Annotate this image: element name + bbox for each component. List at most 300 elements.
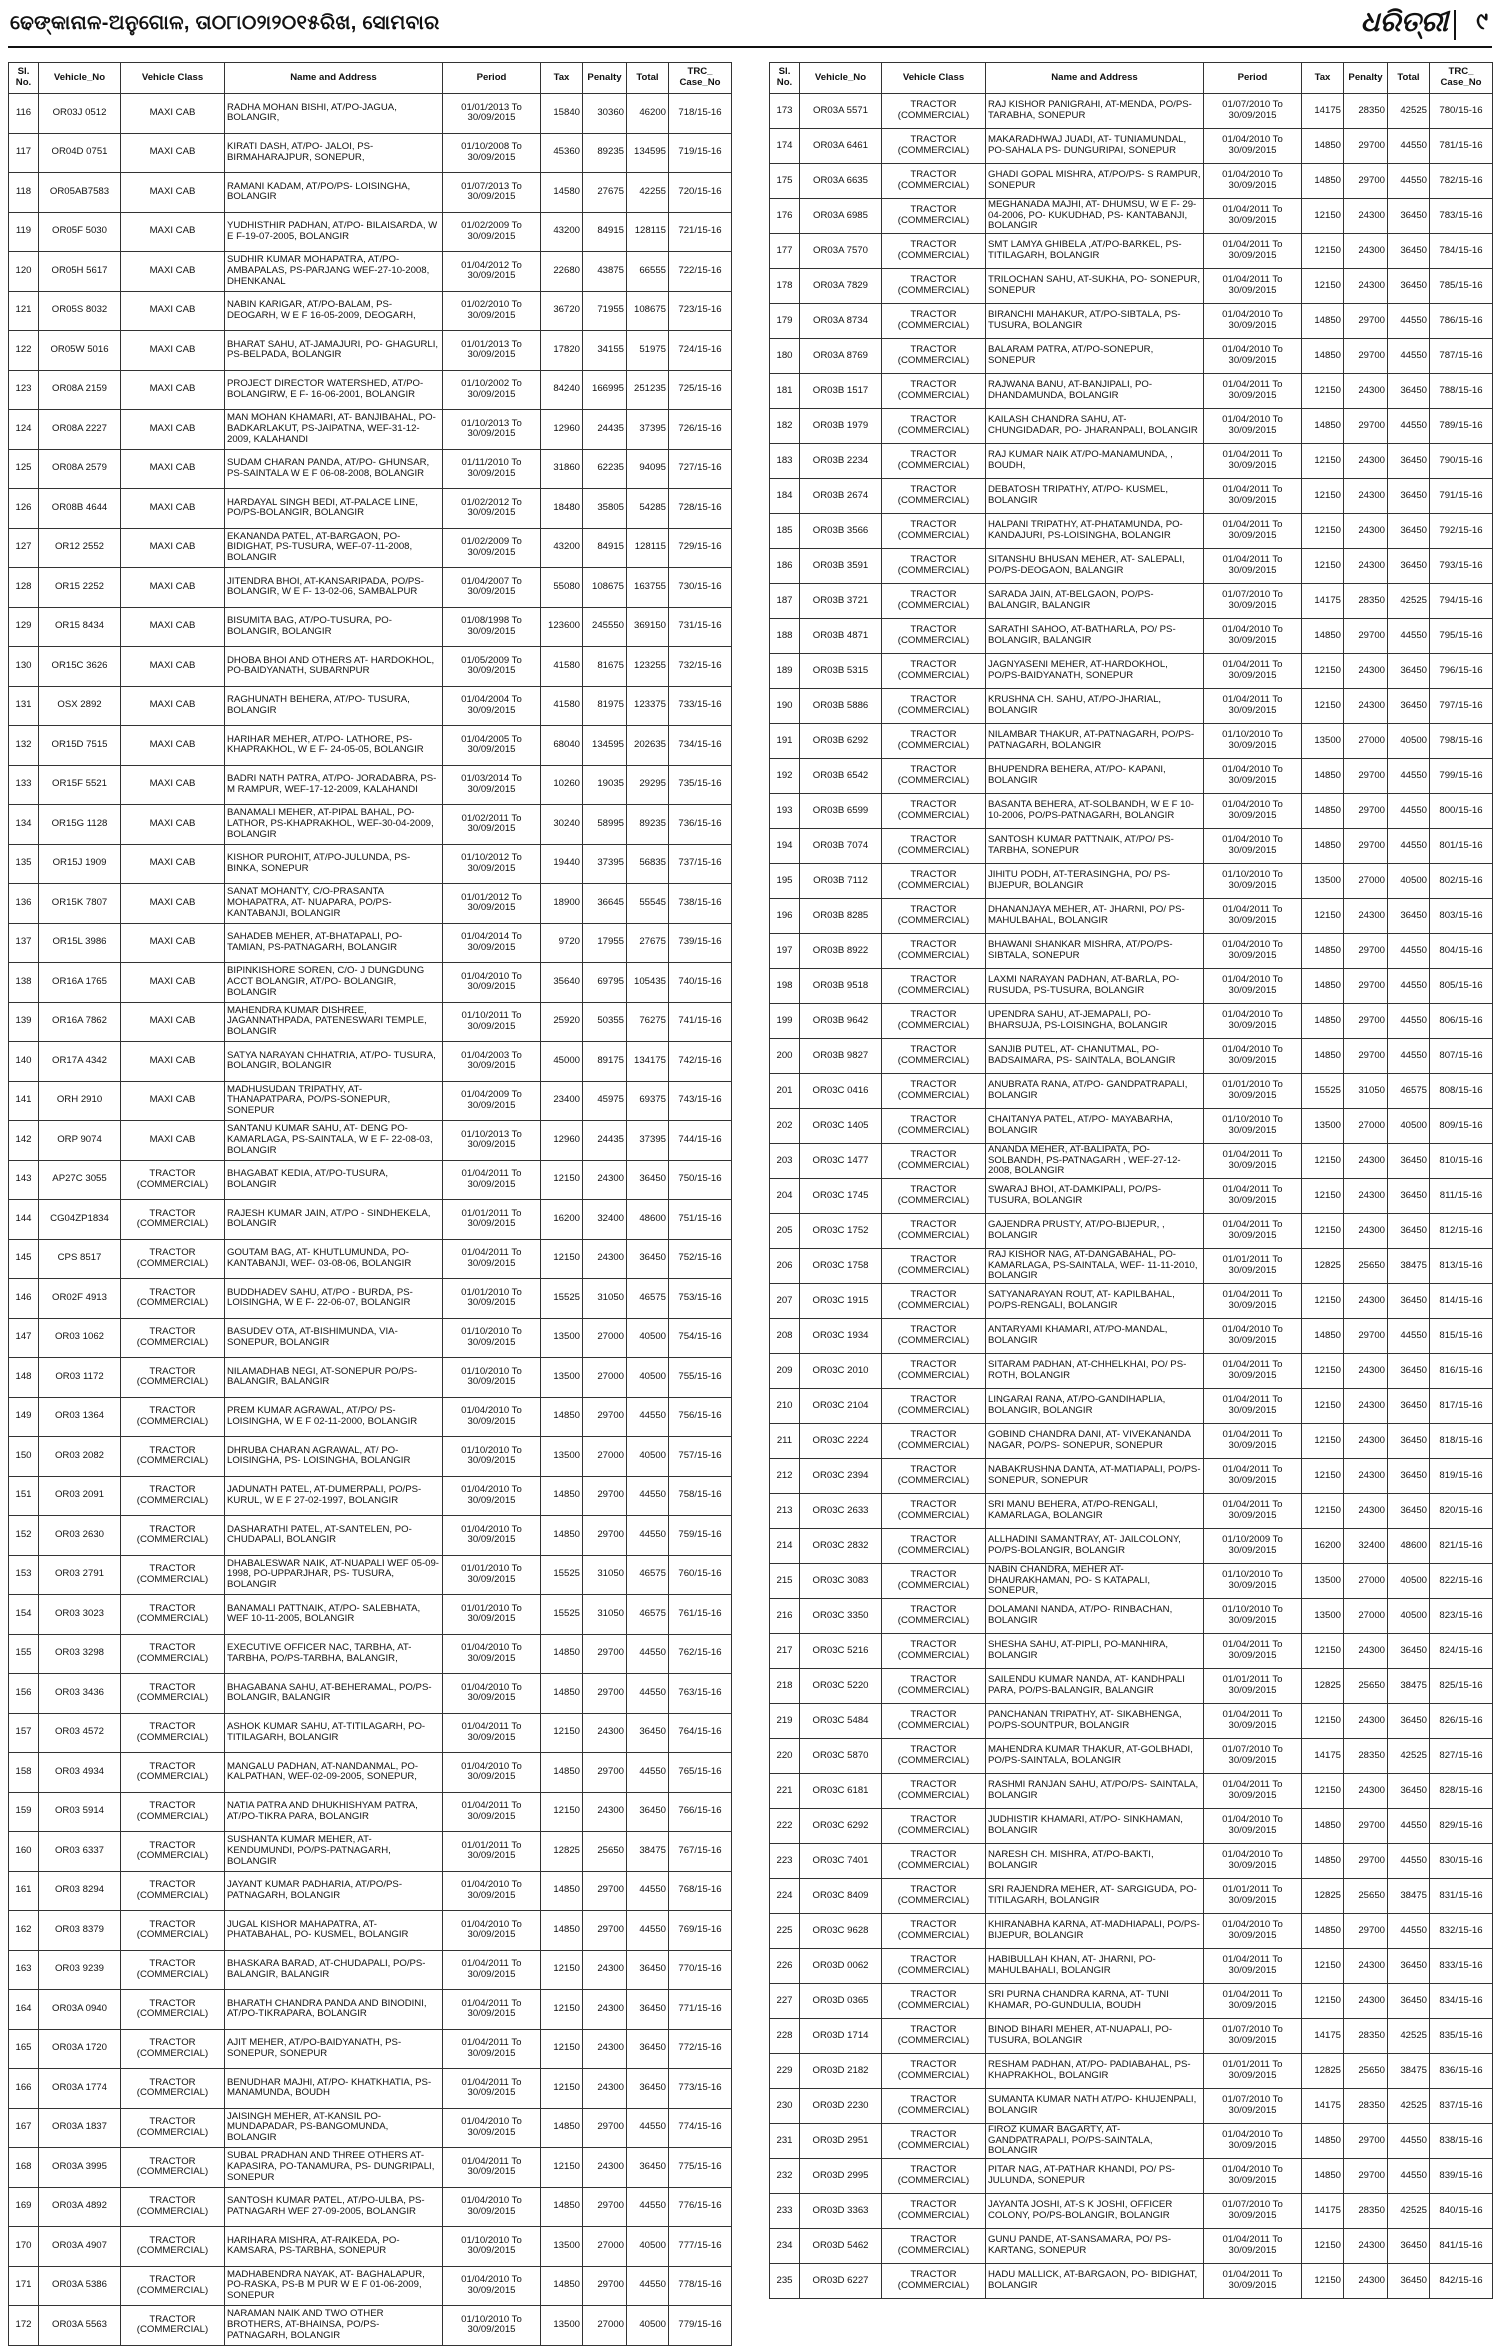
- cell-period: 01/04/2011 To 30/09/2015: [443, 1713, 541, 1753]
- cell-total: 66555: [627, 252, 669, 292]
- table-row: [9, 726, 732, 766]
- cell-name-address: SUBAL PRADHAN AND THREE OTHERS AT-KAPASIRA, PO-TANAMURA, PS- DUNGRIPALI, SONEPUR: [225, 2148, 443, 2188]
- cell-total: 38475: [1388, 2054, 1430, 2089]
- cell-tax: 43200: [541, 528, 583, 568]
- cell-trc-case-no: 750/15-16: [669, 1160, 732, 1200]
- cell-period: 01/01/2011 To 30/09/2015: [1204, 1669, 1302, 1704]
- cell-vehicle-no: CG04ZP1834: [39, 1200, 121, 1240]
- cell-sl-no: 116: [9, 94, 39, 134]
- cell-vehicle-class: TRACTOR (COMMERCIAL): [882, 584, 986, 619]
- cell-tax: 14850: [1302, 619, 1344, 654]
- cell-name-address: SATYANARAYAN ROUT, AT- KAPILBAHAL, PO/PS-RENGALI, BOLANGIR: [986, 1284, 1204, 1319]
- cell-sl-no: 170: [9, 2227, 39, 2267]
- cell-vehicle-no: OR03C 5484: [800, 1704, 882, 1739]
- cell-total: 251235: [627, 370, 669, 410]
- table-row: [9, 1121, 732, 1161]
- cell-name-address: NABIN KARIGAR, AT/PO-BALAM, PS-DEOGARH, W E F 16-05-2009, DEOGARH,: [225, 291, 443, 331]
- col-vehicle-class: Vehicle Class: [882, 63, 986, 94]
- cell-sl-no: 152: [9, 1516, 39, 1556]
- cell-penalty: 24300: [1344, 549, 1388, 584]
- cell-vehicle-class: TRACTOR (COMMERCIAL): [121, 1713, 225, 1753]
- cell-period: 01/04/2011 To 30/09/2015: [1204, 1774, 1302, 1809]
- cell-trc-case-no: 754/15-16: [669, 1318, 732, 1358]
- cell-tax: 14850: [541, 1911, 583, 1951]
- cell-period: 01/04/2011 To 30/09/2015: [443, 1160, 541, 1200]
- cell-period: 01/04/2010 To 30/09/2015: [1204, 619, 1302, 654]
- col-sl-no: Sl. No.: [9, 63, 39, 94]
- cell-sl-no: 142: [9, 1121, 39, 1161]
- cell-tax: 12150: [541, 1990, 583, 2030]
- table-row: [9, 1634, 732, 1674]
- cell-total: 44550: [627, 1753, 669, 1793]
- cell-vehicle-no: OR03 9239: [39, 1950, 121, 1990]
- cell-name-address: BIRANCHI MAHAKUR, AT/PO-SIBTALA, PS-TUSURA, BOLANGIR: [986, 304, 1204, 339]
- table-row: [9, 1002, 732, 1042]
- cell-name-address: HABIBULLAH KHAN, AT- JHARNI, PO- MAHULBAHALI, BOLANGIR: [986, 1949, 1204, 1984]
- cell-trc-case-no: 752/15-16: [669, 1239, 732, 1279]
- table-row: [9, 844, 732, 884]
- cell-name-address: BUDDHADEV SAHU, AT/PO - BURDA, PS- LOISINGHA, W E F- 22-06-07, BOLANGIR: [225, 1279, 443, 1319]
- cell-sl-no: 232: [770, 2159, 800, 2194]
- cell-trc-case-no: 788/15-16: [1430, 374, 1493, 409]
- cell-vehicle-class: TRACTOR (COMMERCIAL): [882, 1844, 986, 1879]
- cell-vehicle-class: TRACTOR (COMMERCIAL): [121, 1318, 225, 1358]
- cell-trc-case-no: 726/15-16: [669, 410, 732, 450]
- cell-total: 38475: [1388, 1669, 1430, 1704]
- cell-name-address: PROJECT DIRECTOR WATERSHED, AT/PO- BOLANGIRW, E F- 16-06-2001, BOLANGIR: [225, 370, 443, 410]
- cell-trc-case-no: 797/15-16: [1430, 689, 1493, 724]
- cell-total: 134175: [627, 1042, 669, 1082]
- cell-vehicle-no: OR03B 9827: [800, 1039, 882, 1074]
- cell-vehicle-class: TRACTOR (COMMERCIAL): [882, 2124, 986, 2159]
- table-row: [770, 1004, 1493, 1039]
- table-row: [770, 199, 1493, 234]
- cell-period: 01/04/2011 To 30/09/2015: [1204, 1984, 1302, 2019]
- cell-trc-case-no: 733/15-16: [669, 686, 732, 726]
- cell-name-address: DOLAMANI NANDA, AT/PO- RINBACHAN, BOLANGIR: [986, 1599, 1204, 1634]
- cell-sl-no: 230: [770, 2089, 800, 2124]
- left-column: [8, 62, 731, 2346]
- cell-period: 01/04/2010 To 30/09/2015: [443, 2187, 541, 2227]
- cell-period: 01/04/2011 To 30/09/2015: [443, 1792, 541, 1832]
- cell-vehicle-class: TRACTOR (COMMERCIAL): [882, 339, 986, 374]
- cell-name-address: MADHUSUDAN TRIPATHY, AT- THANAPATPARA, PO/PS-SONEPUR, SONEPUR: [225, 1081, 443, 1121]
- cell-sl-no: 126: [9, 489, 39, 529]
- cell-sl-no: 186: [770, 549, 800, 584]
- cell-name-address: BHARATH CHANDRA PANDA AND BINODINI, AT/PO-TIKRAPARA, BOLANGIR: [225, 1990, 443, 2030]
- cell-vehicle-no: OR03A 5571: [800, 94, 882, 129]
- table-row: [770, 1564, 1493, 1599]
- cell-vehicle-class: TRACTOR (COMMERCIAL): [121, 1674, 225, 1714]
- cell-vehicle-class: TRACTOR (COMMERCIAL): [882, 654, 986, 689]
- cell-period: 01/04/2010 To 30/09/2015: [1204, 1039, 1302, 1074]
- cell-sl-no: 198: [770, 969, 800, 1004]
- cell-sl-no: 211: [770, 1424, 800, 1459]
- cell-vehicle-class: TRACTOR (COMMERCIAL): [882, 1634, 986, 1669]
- cell-penalty: 29700: [1344, 2159, 1388, 2194]
- cell-vehicle-class: TRACTOR (COMMERCIAL): [882, 549, 986, 584]
- cell-tax: 12150: [1302, 1774, 1344, 1809]
- cell-vehicle-no: OR03J 0512: [39, 94, 121, 134]
- cell-penalty: 27000: [1344, 864, 1388, 899]
- cell-tax: 14850: [1302, 1039, 1344, 1074]
- cell-name-address: AJIT MEHER, AT/PO-BAIDYANATH, PS- SONEPUR, SONEPUR: [225, 2029, 443, 2069]
- cell-total: 134595: [627, 133, 669, 173]
- cell-vehicle-class: TRACTOR (COMMERCIAL): [121, 2069, 225, 2109]
- cell-penalty: 29700: [1344, 409, 1388, 444]
- cell-sl-no: 174: [770, 129, 800, 164]
- col-vehicle-class: Vehicle Class: [121, 63, 225, 94]
- cell-vehicle-class: TRACTOR (COMMERCIAL): [121, 2148, 225, 2188]
- cell-name-address: RAJESH KUMAR JAIN, AT/PO - SINDHEKELA, BOLANGIR: [225, 1200, 443, 1240]
- cell-name-address: BHAWANI SHANKAR MISHRA, AT/PO/PS- SIBTALA, SONEPUR: [986, 934, 1204, 969]
- cell-sl-no: 171: [9, 2266, 39, 2306]
- cell-sl-no: 117: [9, 133, 39, 173]
- cell-sl-no: 172: [9, 2306, 39, 2346]
- cell-vehicle-no: OR15D 7515: [39, 726, 121, 766]
- cell-total: 55545: [627, 884, 669, 924]
- cell-sl-no: 180: [770, 339, 800, 374]
- cell-vehicle-class: MAXI CAB: [121, 252, 225, 292]
- cell-period: 01/04/2011 To 30/09/2015: [1204, 479, 1302, 514]
- cell-total: 44550: [627, 2187, 669, 2227]
- cell-penalty: 24300: [1344, 234, 1388, 269]
- cell-tax: 12150: [1302, 1984, 1344, 2019]
- cell-penalty: 27000: [583, 1318, 627, 1358]
- cell-penalty: 27000: [1344, 1109, 1388, 1144]
- cell-vehicle-class: TRACTOR (COMMERCIAL): [121, 1476, 225, 1516]
- cell-vehicle-class: TRACTOR (COMMERCIAL): [882, 1249, 986, 1284]
- cell-vehicle-no: OR03C 5220: [800, 1669, 882, 1704]
- cell-tax: 12825: [1302, 1879, 1344, 1914]
- notice-table-right: [769, 62, 1493, 2299]
- cell-sl-no: 130: [9, 647, 39, 687]
- cell-penalty: 27000: [583, 2306, 627, 2346]
- cell-total: 36450: [1388, 689, 1430, 724]
- table-row: [9, 568, 732, 608]
- cell-name-address: TRILOCHAN SAHU, AT-SUKHA, PO- SONEPUR, SONEPUR: [986, 269, 1204, 304]
- table-row: [9, 1239, 732, 1279]
- cell-vehicle-no: OR05H 5617: [39, 252, 121, 292]
- cell-tax: 12150: [1302, 1704, 1344, 1739]
- cell-tax: 14850: [541, 1476, 583, 1516]
- cell-name-address: SRI MANU BEHERA, AT/PO-RENGALI, KAMARLAGA, BOLANGIR: [986, 1494, 1204, 1529]
- cell-trc-case-no: 757/15-16: [669, 1437, 732, 1477]
- cell-total: 44550: [627, 1911, 669, 1951]
- cell-period: 01/04/2012 To 30/09/2015: [443, 252, 541, 292]
- cell-total: 46575: [627, 1595, 669, 1635]
- cell-penalty: 25650: [1344, 2054, 1388, 2089]
- cell-total: 44550: [1388, 304, 1430, 339]
- cell-tax: 15840: [541, 94, 583, 134]
- cell-period: 01/03/2014 To 30/09/2015: [443, 765, 541, 805]
- cell-tax: 14175: [1302, 1739, 1344, 1774]
- cell-vehicle-no: OR03C 9628: [800, 1914, 882, 1949]
- cell-period: 01/04/2011 To 30/09/2015: [1204, 1494, 1302, 1529]
- cell-tax: 12150: [1302, 1494, 1344, 1529]
- cell-trc-case-no: 723/15-16: [669, 291, 732, 331]
- cell-vehicle-no: OR03 5914: [39, 1792, 121, 1832]
- cell-vehicle-class: TRACTOR (COMMERCIAL): [882, 1914, 986, 1949]
- cell-vehicle-class: TRACTOR (COMMERCIAL): [882, 1389, 986, 1424]
- cell-vehicle-no: OR03 3436: [39, 1674, 121, 1714]
- cell-trc-case-no: 736/15-16: [669, 805, 732, 845]
- cell-penalty: 108675: [583, 568, 627, 608]
- cell-sl-no: 149: [9, 1397, 39, 1437]
- cell-name-address: HALPANI TRIPATHY, AT-PHATAMUNDA, PO-KANDAJURI, PS-LOISINGHA, BOLANGIR: [986, 514, 1204, 549]
- cell-vehicle-class: TRACTOR (COMMERCIAL): [121, 1832, 225, 1872]
- cell-period: 01/04/2011 To 30/09/2015: [1204, 234, 1302, 269]
- cell-trc-case-no: 796/15-16: [1430, 654, 1493, 689]
- cell-penalty: 81975: [583, 686, 627, 726]
- cell-period: 01/10/2002 To 30/09/2015: [443, 370, 541, 410]
- cell-total: 36450: [627, 1950, 669, 1990]
- cell-total: 38475: [627, 1832, 669, 1872]
- cell-sl-no: 195: [770, 864, 800, 899]
- cell-penalty: 29700: [1344, 619, 1388, 654]
- cell-period: 01/04/2007 To 30/09/2015: [443, 568, 541, 608]
- cell-vehicle-no: OR03A 1774: [39, 2069, 121, 2109]
- cell-vehicle-class: TRACTOR (COMMERCIAL): [121, 1358, 225, 1398]
- cell-sl-no: 141: [9, 1081, 39, 1121]
- cell-vehicle-class: TRACTOR (COMMERCIAL): [882, 479, 986, 514]
- cell-total: 123375: [627, 686, 669, 726]
- cell-penalty: 29700: [583, 1476, 627, 1516]
- cell-sl-no: 182: [770, 409, 800, 444]
- cell-total: 36450: [1388, 549, 1430, 584]
- cell-period: 01/04/2010 To 30/09/2015: [1204, 969, 1302, 1004]
- cell-sl-no: 167: [9, 2108, 39, 2148]
- cell-penalty: 29700: [583, 1753, 627, 1793]
- cell-name-address: HARDAYAL SINGH BEDI, AT-PALACE LINE, PO/PS-BOLANGIR, BOLANGIR: [225, 489, 443, 529]
- cell-sl-no: 188: [770, 619, 800, 654]
- cell-name-address: MANGALU PADHAN, AT-NANDANMAL, PO-KALPATHAN, WEF-02-09-2005, SONEPUR,: [225, 1753, 443, 1793]
- cell-total: 36450: [627, 1990, 669, 2030]
- table-row: [770, 304, 1493, 339]
- cell-name-address: SARADA JAIN, AT-BELGAON, PO/PS- BALANGIR, BALANGIR: [986, 584, 1204, 619]
- cell-sl-no: 145: [9, 1239, 39, 1279]
- cell-tax: 12150: [1302, 479, 1344, 514]
- cell-vehicle-no: OR03A 3995: [39, 2148, 121, 2188]
- table-row: [770, 164, 1493, 199]
- table-row: [770, 1074, 1493, 1109]
- cell-vehicle-class: TRACTOR (COMMERCIAL): [882, 2019, 986, 2054]
- cell-name-address: BADRI NATH PATRA, AT/PO- JORADABRA, PS-M RAMPUR, WEF-17-12-2009, KALAHANDI: [225, 765, 443, 805]
- cell-sl-no: 220: [770, 1739, 800, 1774]
- table-row: [9, 2266, 732, 2306]
- cell-period: 01/04/2010 To 30/09/2015: [443, 1753, 541, 1793]
- cell-vehicle-no: OR08A 2579: [39, 449, 121, 489]
- cell-vehicle-no: ORP 9074: [39, 1121, 121, 1161]
- cell-penalty: 29700: [583, 2187, 627, 2227]
- cell-name-address: SANTOSH KUMAR PATTNAIK, AT/PO/ PS-TARBHA, SONEPUR: [986, 829, 1204, 864]
- cell-penalty: 30360: [583, 94, 627, 134]
- cell-period: 01/01/2013 To 30/09/2015: [443, 331, 541, 371]
- cell-period: 01/04/2011 To 30/09/2015: [1204, 374, 1302, 409]
- cell-vehicle-class: TRACTOR (COMMERCIAL): [882, 2089, 986, 2124]
- table-row: [770, 339, 1493, 374]
- cell-vehicle-class: TRACTOR (COMMERCIAL): [882, 724, 986, 759]
- cell-trc-case-no: 728/15-16: [669, 489, 732, 529]
- cell-penalty: 29700: [583, 2108, 627, 2148]
- cell-trc-case-no: 842/15-16: [1430, 2264, 1493, 2299]
- cell-name-address: DHRUBA CHARAN AGRAWAL, AT/ PO-LOISINGHA, PS- LOISINGHA, BOLANGIR: [225, 1437, 443, 1477]
- cell-sl-no: 197: [770, 934, 800, 969]
- cell-penalty: 29700: [1344, 129, 1388, 164]
- cell-period: 01/04/2011 To 30/09/2015: [1204, 2229, 1302, 2264]
- cell-trc-case-no: 773/15-16: [669, 2069, 732, 2109]
- cell-total: 36450: [627, 2148, 669, 2188]
- cell-trc-case-no: 790/15-16: [1430, 444, 1493, 479]
- cell-vehicle-no: OR03D 1714: [800, 2019, 882, 2054]
- cell-tax: 35640: [541, 963, 583, 1003]
- cell-trc-case-no: 836/15-16: [1430, 2054, 1493, 2089]
- cell-period: 01/07/2010 To 30/09/2015: [1204, 94, 1302, 129]
- cell-vehicle-class: TRACTOR (COMMERCIAL): [882, 1109, 986, 1144]
- cell-trc-case-no: 791/15-16: [1430, 479, 1493, 514]
- cell-period: 01/02/2009 To 30/09/2015: [443, 528, 541, 568]
- cell-vehicle-no: OR03D 5462: [800, 2229, 882, 2264]
- cell-trc-case-no: 718/15-16: [669, 94, 732, 134]
- cell-vehicle-no: OR16A 1765: [39, 963, 121, 1003]
- table-row: [9, 410, 732, 450]
- table-row: [770, 1144, 1493, 1179]
- cell-vehicle-no: OR03D 0062: [800, 1949, 882, 1984]
- cell-vehicle-class: TRACTOR (COMMERCIAL): [882, 2229, 986, 2264]
- table-row: [9, 370, 732, 410]
- cell-name-address: KISHOR PUROHIT, AT/PO-JULUNDA, PS-BINKA, SONEPUR: [225, 844, 443, 884]
- cell-name-address: BIPINKISHORE SOREN, C/O- J DUNGDUNG ACCT BOLANGIR, AT/PO- BOLANGIR, BOLANGIR: [225, 963, 443, 1003]
- col-name-address: Name and Address: [225, 63, 443, 94]
- cell-vehicle-no: OR03A 1837: [39, 2108, 121, 2148]
- cell-penalty: 24300: [1344, 1459, 1388, 1494]
- cell-tax: 13500: [541, 2306, 583, 2346]
- col-total: Total: [627, 63, 669, 94]
- cell-vehicle-class: TRACTOR (COMMERCIAL): [882, 2159, 986, 2194]
- cell-total: 44550: [627, 1397, 669, 1437]
- cell-tax: 12150: [1302, 2264, 1344, 2299]
- cell-tax: 43200: [541, 212, 583, 252]
- table-row: [770, 1774, 1493, 1809]
- cell-penalty: 24300: [1344, 1984, 1388, 2019]
- table-row: [770, 1949, 1493, 1984]
- cell-vehicle-no: OR12 2552: [39, 528, 121, 568]
- table-row: [9, 528, 732, 568]
- cell-period: 01/04/2011 To 30/09/2015: [443, 2029, 541, 2069]
- cell-penalty: 24300: [1344, 269, 1388, 304]
- cell-tax: 12150: [1302, 374, 1344, 409]
- cell-period: 01/04/2010 To 30/09/2015: [1204, 1809, 1302, 1844]
- cell-sl-no: 178: [770, 269, 800, 304]
- cell-tax: 14175: [1302, 2019, 1344, 2054]
- cell-trc-case-no: 743/15-16: [669, 1081, 732, 1121]
- cell-penalty: 24300: [1344, 1389, 1388, 1424]
- cell-vehicle-class: TRACTOR (COMMERCIAL): [121, 2227, 225, 2267]
- cell-period: 01/10/2010 To 30/09/2015: [443, 1437, 541, 1477]
- cell-sl-no: 212: [770, 1459, 800, 1494]
- cell-name-address: RAMANI KADAM, AT/PO/PS- LOISINGHA, BOLANGIR: [225, 173, 443, 213]
- cell-tax: 14850: [1302, 969, 1344, 1004]
- table-row: [9, 647, 732, 687]
- cell-trc-case-no: 764/15-16: [669, 1713, 732, 1753]
- cell-total: 69375: [627, 1081, 669, 1121]
- table-row: [770, 689, 1493, 724]
- cell-tax: 18480: [541, 489, 583, 529]
- cell-period: 01/04/2010 To 30/09/2015: [443, 2266, 541, 2306]
- cell-total: 44550: [627, 1516, 669, 1556]
- cell-vehicle-no: OR03B 2234: [800, 444, 882, 479]
- cell-name-address: SANAT MOHANTY, C/O-PRASANTA MOHAPATRA, AT- NUAPARA, PO/PS- KANTABANJI, BOLANGIR: [225, 884, 443, 924]
- cell-total: 36450: [1388, 269, 1430, 304]
- cell-name-address: SITANSHU BHUSAN MEHER, AT- SALEPALI, PO/PS-DEOGAON, BALANGIR: [986, 549, 1204, 584]
- cell-sl-no: 169: [9, 2187, 39, 2227]
- cell-period: 01/04/2009 To 30/09/2015: [443, 1081, 541, 1121]
- table-row: [770, 2194, 1493, 2229]
- cell-vehicle-no: OR15K 7807: [39, 884, 121, 924]
- table-row: [9, 805, 732, 845]
- cell-vehicle-class: TRACTOR (COMMERCIAL): [882, 1424, 986, 1459]
- cell-total: 42525: [1388, 1739, 1430, 1774]
- table-row: [770, 969, 1493, 1004]
- table-row: [9, 1042, 732, 1082]
- cell-trc-case-no: 832/15-16: [1430, 1914, 1493, 1949]
- cell-period: 01/04/2010 To 30/09/2015: [1204, 1004, 1302, 1039]
- cell-period: 01/01/2010 To 30/09/2015: [443, 1555, 541, 1595]
- cell-tax: 45000: [541, 1042, 583, 1082]
- cell-name-address: YUDHISTHIR PADHAN, AT/PO- BILAISARDA, W E F-19-07-2005, BOLANGIR: [225, 212, 443, 252]
- cell-penalty: 17955: [583, 923, 627, 963]
- cell-sl-no: 144: [9, 1200, 39, 1240]
- cell-vehicle-class: TRACTOR (COMMERCIAL): [121, 1437, 225, 1477]
- cell-period: 01/04/2011 To 30/09/2015: [1204, 1459, 1302, 1494]
- cell-period: 01/04/2014 To 30/09/2015: [443, 923, 541, 963]
- cell-period: 01/04/2011 To 30/09/2015: [443, 2148, 541, 2188]
- cell-vehicle-no: OR16A 7862: [39, 1002, 121, 1042]
- cell-trc-case-no: 840/15-16: [1430, 2194, 1493, 2229]
- cell-total: 54285: [627, 489, 669, 529]
- cell-name-address: JAYANTA JOSHI, AT-S K JOSHI, OFFICER COLONY, PO/PS-BOLANGIR, BOLANGIR: [986, 2194, 1204, 2229]
- cell-sl-no: 192: [770, 759, 800, 794]
- cell-sl-no: 159: [9, 1792, 39, 1832]
- cell-period: 01/10/2010 To 30/09/2015: [1204, 724, 1302, 759]
- cell-trc-case-no: 814/15-16: [1430, 1284, 1493, 1319]
- cell-penalty: 24300: [1344, 1634, 1388, 1669]
- cell-vehicle-class: TRACTOR (COMMERCIAL): [121, 1990, 225, 2030]
- cell-vehicle-no: OR03A 6985: [800, 199, 882, 234]
- cell-name-address: HADU MALLICK, AT-BARGAON, PO- BIDIGHAT, BOLANGIR: [986, 2264, 1204, 2299]
- cell-total: 44550: [1388, 409, 1430, 444]
- cell-trc-case-no: 804/15-16: [1430, 934, 1493, 969]
- cell-period: 01/10/2008 To 30/09/2015: [443, 133, 541, 173]
- cell-tax: 14850: [1302, 1004, 1344, 1039]
- cell-tax: 14850: [1302, 1809, 1344, 1844]
- cell-name-address: NABIN CHANDRA, MEHER AT- DHAURAKHAMAN, PO- S KATAPALI, SONEPUR,: [986, 1564, 1204, 1599]
- cell-sl-no: 162: [9, 1911, 39, 1951]
- cell-trc-case-no: 756/15-16: [669, 1397, 732, 1437]
- table-row: [770, 1179, 1493, 1214]
- cell-name-address: BHASKARA BARAD, AT-CHUDAPALI, PO/PS-BALANGIR, BALANGIR: [225, 1950, 443, 1990]
- notice-table-left: [8, 62, 732, 2346]
- table-row: [770, 654, 1493, 689]
- cell-penalty: 27000: [1344, 1599, 1388, 1634]
- cell-vehicle-no: OR03B 3721: [800, 584, 882, 619]
- col-tax: Tax: [1302, 63, 1344, 94]
- cell-vehicle-class: TRACTOR (COMMERCIAL): [121, 1634, 225, 1674]
- cell-period: 01/10/2010 To 30/09/2015: [1204, 864, 1302, 899]
- cell-penalty: 24435: [583, 410, 627, 450]
- cell-vehicle-class: TRACTOR (COMMERCIAL): [882, 1494, 986, 1529]
- cell-trc-case-no: 821/15-16: [1430, 1529, 1493, 1564]
